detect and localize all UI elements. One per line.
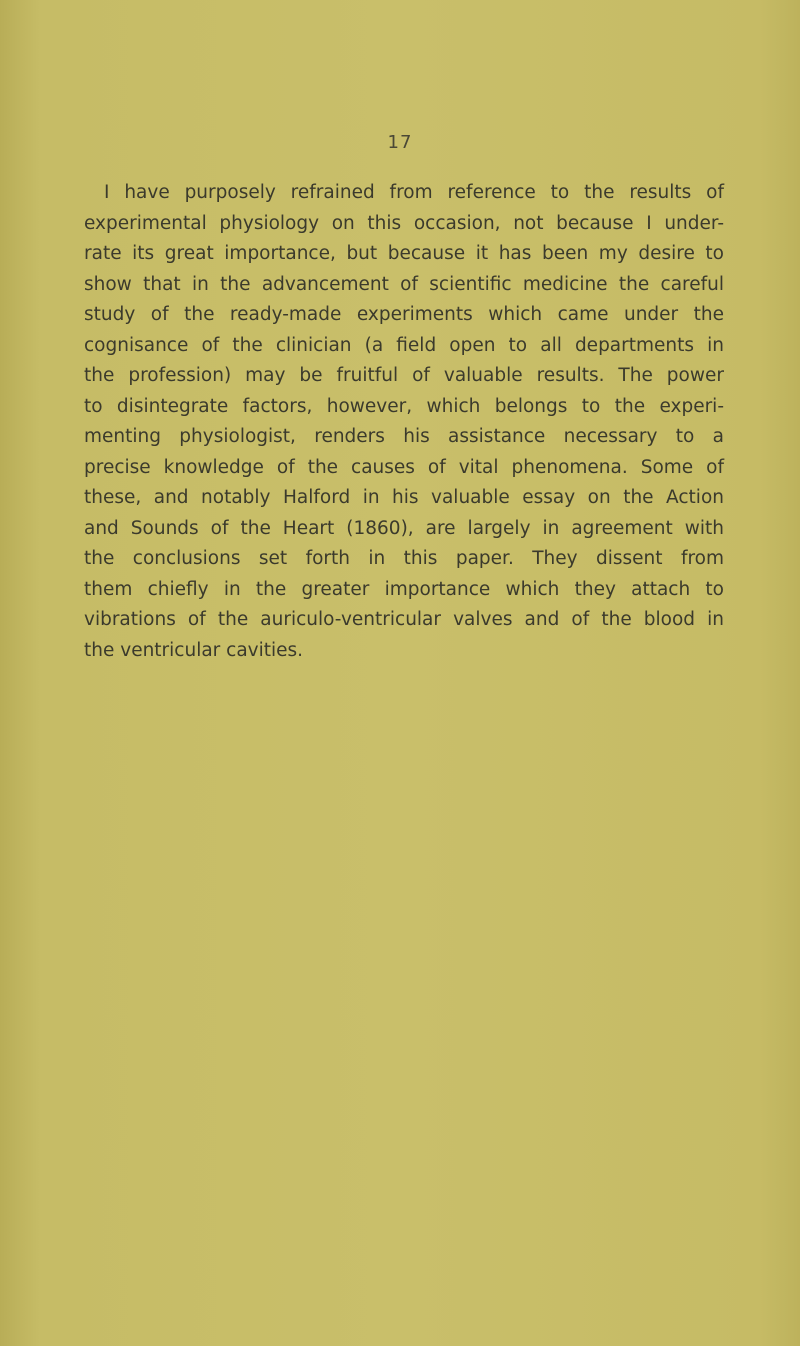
text-line: precise knowledge of the causes of vital phenomena. Some of (84, 456, 724, 478)
text-line: these, and notably Halford in his valuable essay on the Action (84, 487, 724, 508)
text-line: to disintegrate factors, however, which belongs to the experi- (84, 395, 724, 417)
text-line: cognisance of the clinician (a field open to all departments in (84, 334, 724, 356)
text-line: the profession) may be fruitful of valuable results. The power (84, 365, 724, 386)
text-line: rate its great importance, but because it has been my desire to (84, 243, 724, 264)
text-line: the ventricular cavities. (84, 639, 304, 661)
text-line: show that in the advancement of scientific medicine the careful (84, 273, 724, 295)
text-line: study of the ready-made experiments which came under the (84, 304, 724, 325)
text-line: the conclusions set forth in this paper. They dissent from (84, 548, 724, 569)
text-line: vibrations of the auriculo-ventricular valves and of the blood in (84, 609, 724, 630)
page-number: 17 (387, 132, 413, 153)
text-line: and Sounds of the Heart (1860), are largely in agreement with (84, 517, 724, 539)
text-line: experimental physiology on this occasion, not because I under- (84, 212, 724, 234)
text-line: menting physiologist, renders his assistance necessary to a (84, 426, 724, 447)
text-line: them chiefly in the greater importance which they attach to (84, 578, 724, 600)
body-paragraph (84, 178, 724, 666)
text-line: I have purposely refrained from reference to the results of (104, 182, 724, 203)
